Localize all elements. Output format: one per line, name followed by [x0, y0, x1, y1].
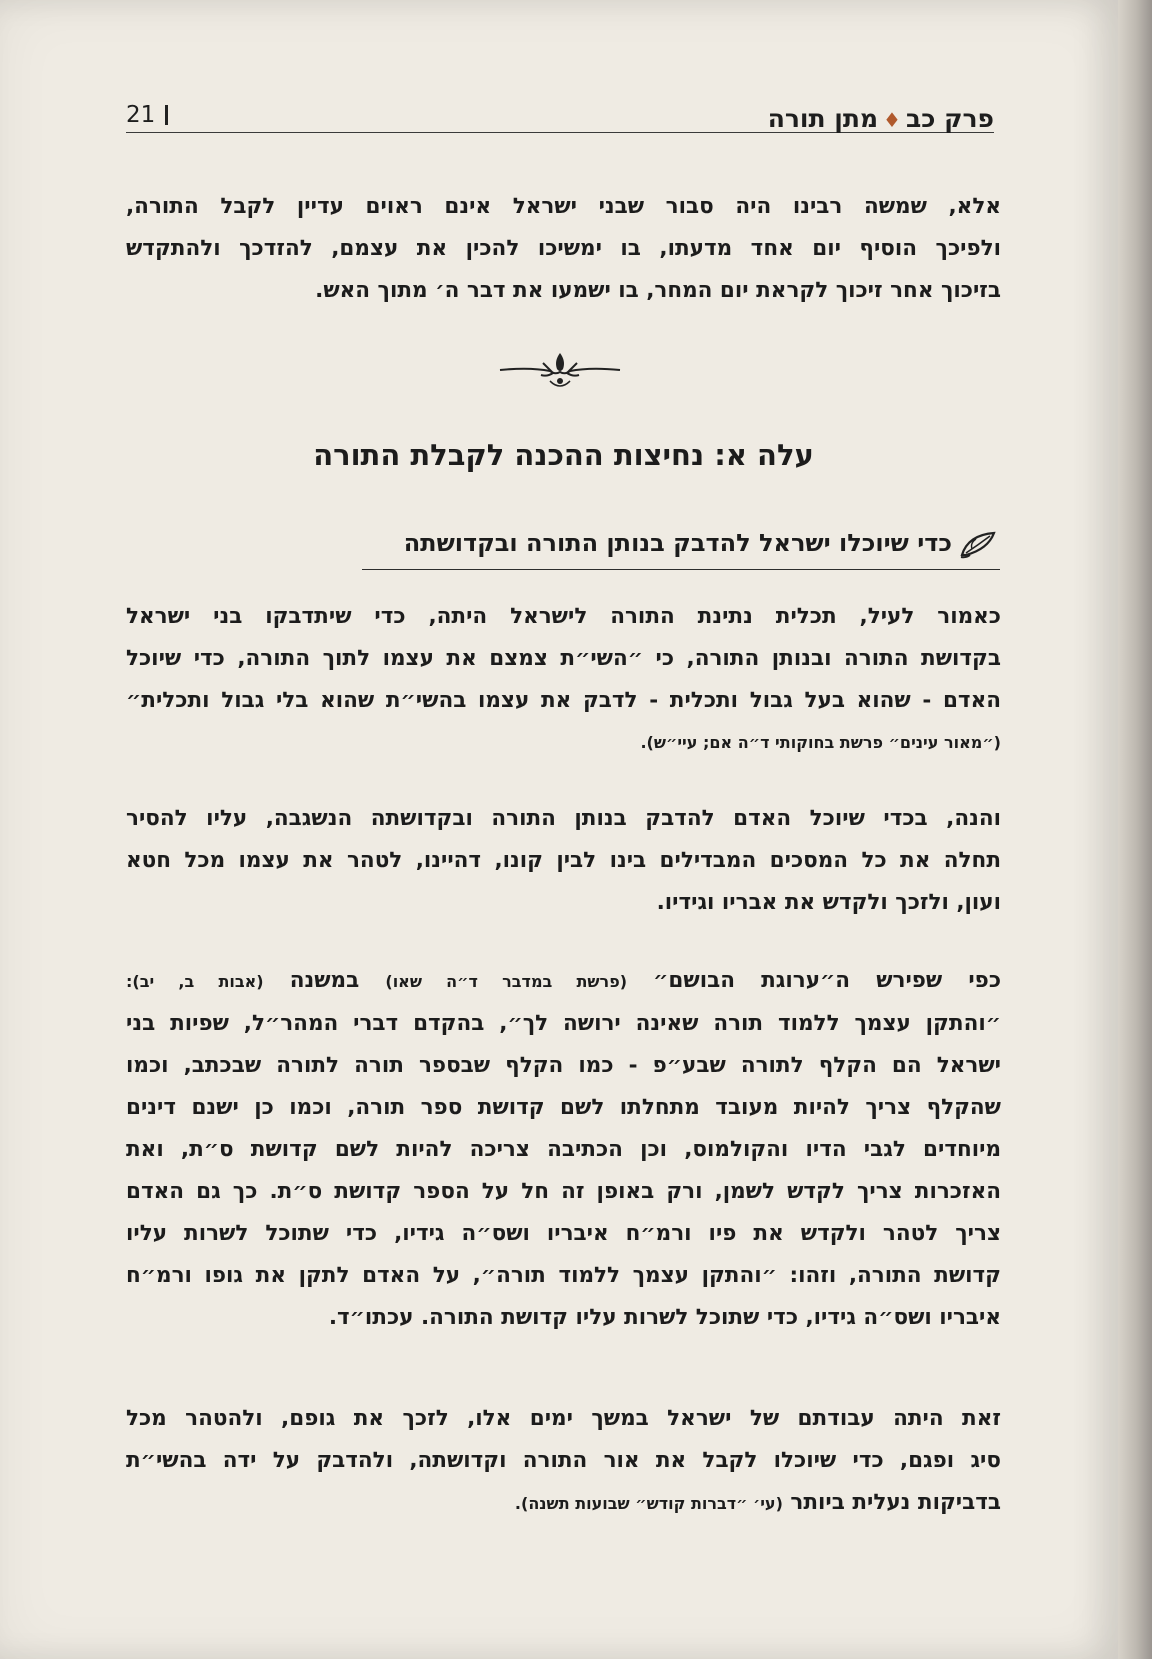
quote-intro: כפי שפירש ה״ערוגת הבושם״ [653, 968, 1002, 993]
paragraph-text: בדביקות נעלית ביותר [790, 1490, 1001, 1515]
paragraph-2 [126, 596, 1001, 764]
paragraph-line: קדושת התורה, וזהו: ״והתקן עצמך ללמוד תורה״, על האדם לתקן את גופו ורמ״ח [126, 1263, 1001, 1288]
paragraph-line: ישראל הם הקלף לתורה שבע״פ - כמו הקלף שבספר תורה לתורה שבכתב, וכמו [126, 1053, 1001, 1078]
paragraph-line: זאת היתה עבודתם של ישראל במשך ימים אלו, לזכך את גופם, ולהטהר מכל [126, 1406, 1001, 1431]
paragraph-line: בקדושת התורה ובנותן התורה, כי ״השי״ת צמצם את עצמו לתוך התורה, כדי שיוכל [126, 646, 1001, 671]
paragraph-line: ״והתקן עצמך ללמוד תורה שאינה ירושה לך״, בהקדם דברי המהר״ל, שפיות בני [126, 1011, 1001, 1036]
page-number [126, 102, 168, 128]
paragraph-line: שהקלף צריך להיות מעובד מתחלתו לשם קדושת ספר תורה, וכמו כן ישנם דינים [126, 1095, 1001, 1120]
running-header [126, 92, 994, 133]
source-reference: (עי׳ ״דברות קודש״ שבועות תשנה). [514, 1494, 783, 1513]
paragraph-line: והנה, בכדי שיוכל האדם להדבק בנותן התורה ובקדושתה הנשגבה, עליו להסיר [126, 806, 1001, 831]
paragraph-line: כאמור לעיל, תכלית נתינת התורה לישראל היתה, כדי שיתדבקו בני ישראל [126, 604, 1001, 629]
paragraph-line: בזיכוך אחר זיכוך לקראת יום המחר, בו ישמעו את דבר ה׳ מתוך האש. [315, 278, 1001, 303]
section-heading: עלה א: נחיצות ההכנה לקבלת התורה [313, 438, 814, 472]
quote-intro-mid: במשנה [289, 968, 360, 993]
page-number-value: 21 [126, 102, 156, 128]
paragraph-line: ועון, ולזכך ולקדש את אבריו וגידיו. [656, 890, 1001, 915]
paragraph-4 [126, 960, 1001, 1339]
paragraph-line: מיוחדים לגבי הדיו והקולמוס, וכן הכתיבה צריכה להיות לשם קדושת ס״ת, ואת [126, 1137, 1001, 1162]
subheading [362, 525, 1000, 570]
diamond-separator-icon: ♦ [883, 108, 901, 132]
paragraph-line: האדם - שהוא בעל גבול ותכלית - לדבק את עצמו בהשי״ת שהוא בלי גבול ותכלית״ [126, 688, 1001, 713]
paragraph-line: סיג ופגם, כדי שיוכלו לקבל את אור התורה וקדושתה, ולהדבק על ידה בהשי״ת [126, 1448, 1001, 1473]
intro-paragraph [126, 186, 1001, 312]
book-page-edge [1118, 0, 1152, 1659]
paragraph-line: האזכרות צריך לקדש לשמן, ורק באופן זה חל על הספר קדושת ס״ת. כך גם האדם [126, 1179, 1001, 1204]
paragraph-line: צריך לטהר ולקדש את פיו ורמ״ח איבריו ושס״ה גידיו, כדי שתוכל לשרות עליו [126, 1221, 1001, 1246]
subheading-text: כדי שיוכלו ישראל להדבק בנותן התורה ובקדושתה [403, 529, 952, 557]
running-header-title [768, 104, 994, 133]
chapter-label: פרק כב [905, 104, 994, 133]
paragraph-line: איבריו ושס״ה גידיו, כדי שתוכל לשרות עליו קדושת התורה. עכתו״ד. [328, 1305, 1001, 1330]
paragraph-3 [126, 798, 1001, 924]
paragraph-line-last [126, 1482, 1001, 1525]
paragraph-line: אלא, שמשה רבינו היה סבור שבני ישראל אינם ראוים עדיין לקבל התורה, [126, 194, 1001, 219]
floral-divider-icon [495, 345, 625, 395]
quill-leaf-icon [958, 527, 1000, 561]
paragraph-line: תחלה את כל המסכים המבדילים בינו לבין קונו, דהיינו, לטהר את עצמו מכל חטא [126, 848, 1001, 873]
paragraph-5 [126, 1398, 1001, 1525]
paragraph-line: ולפיכך הוסיף יום אחד מדעתו, בו ימשיכו להכין את עצמם, להזדכך ולהתקדש [126, 236, 1001, 261]
source-reference: (״מאור עינים״ פרשת בחוקותי ד״ה אם; עיי״ש). [640, 733, 1001, 752]
page-number-divider [165, 105, 168, 125]
book-title: מתן תורה [767, 104, 879, 133]
source-reference: (פרשת במדבר ד״ה שאו) [385, 972, 628, 991]
paragraph-line-first [126, 960, 1001, 1003]
source-reference: (אבות ב, יב): [126, 972, 264, 991]
